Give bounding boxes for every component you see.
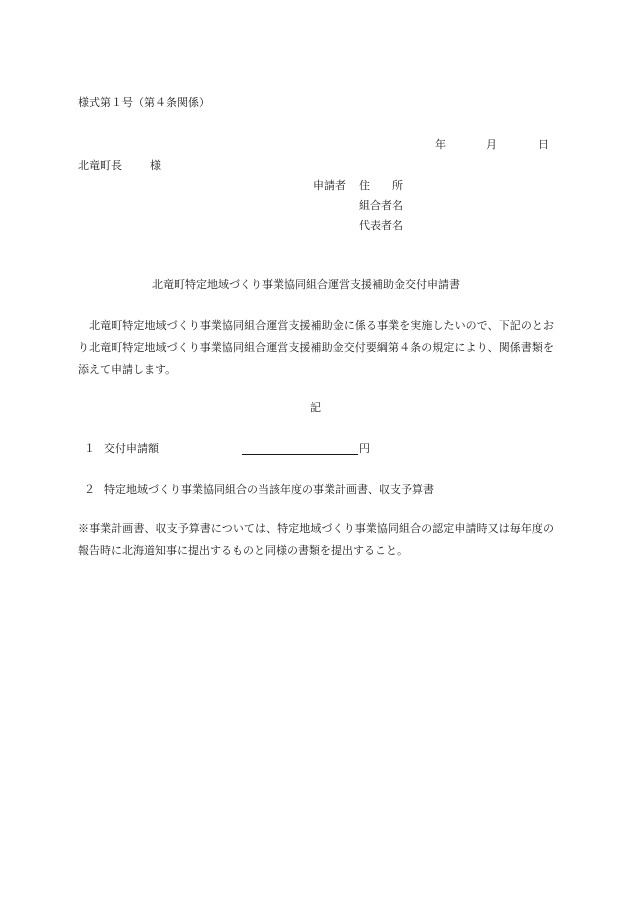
record-heading: 記 <box>310 401 321 414</box>
body-paragraph: 北竜町特定地域づくり事業協同組合運営支援補助金に係る事業を実施したいので、下記のとおり北竜町特定地域づくり事業協同組合運営支援補助金交付要綱第４条の規定により、関係書類を添えて申請します。 <box>78 319 554 376</box>
item-1-unit: 円 <box>359 442 370 455</box>
amount-blank-line <box>242 454 358 455</box>
addressee-honorific: 様 <box>150 159 161 172</box>
item-1-label: 交付申請額 <box>104 442 159 455</box>
addressee-name: 北竜町長 <box>78 159 122 172</box>
applicant-address-label: 住 所 <box>359 179 403 192</box>
date-month-label: 月 <box>486 138 497 151</box>
note-paragraph: ※事業計画書、収支予算書については、特定地域づくり事業協同組合の認定申請時又は毎年度の報告時に北海道知事に提出するものと同様の書類を提出すること。 <box>78 522 554 557</box>
item-2-number: ２ <box>84 483 95 496</box>
item-1-number: １ <box>84 442 95 455</box>
applicant-union-name-label: 組合者名 <box>359 199 403 212</box>
document-title: 北竜町特定地域づくり事業協同組合運営支援補助金交付申請書 <box>152 278 460 291</box>
date-day-label: 日 <box>538 138 549 151</box>
applicant-representative-label: 代表者名 <box>359 219 403 232</box>
date-year-label: 年 <box>435 138 446 151</box>
item-2-label: 特定地域づくり事業協同組合の当該年度の事業計画書、収支予算書 <box>104 483 434 496</box>
form-number: 様式第１号（第４条関係） <box>78 96 210 109</box>
applicant-label: 申請者 <box>313 179 346 192</box>
